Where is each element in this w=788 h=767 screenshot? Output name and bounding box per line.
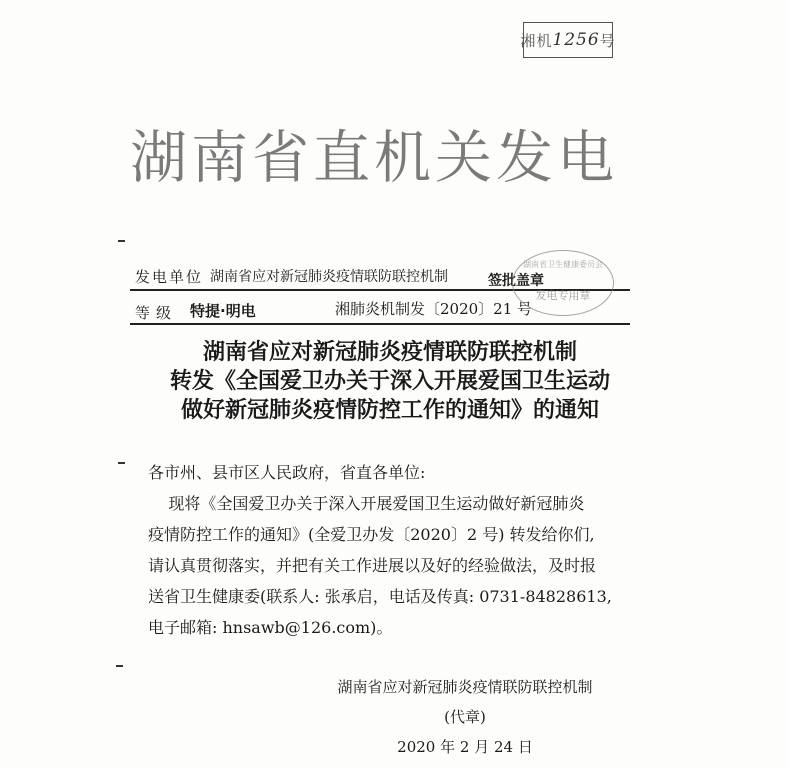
salutation: 各市州、县市区人民政府，省直各单位:: [148, 463, 426, 482]
seal-center-text: 发电专用章: [535, 289, 591, 302]
header-rule-bottom: [130, 323, 630, 325]
body-line: 送省卫生健康委(联系人: 张承启，电话及传真: 0731-84828613,: [148, 587, 612, 606]
official-seal: [512, 250, 614, 316]
document-body: [148, 457, 648, 643]
signoff-label: 签批盖章: [488, 273, 544, 289]
body-line: 请认真贯彻落实，并把有关工作进展以及好的经验做法，及时报: [148, 556, 597, 575]
grade-label: 等级: [135, 304, 178, 322]
body-line: 电子邮箱: hnsawb@126.com)。: [148, 618, 393, 637]
stamp-suffix: 号: [599, 31, 616, 50]
banner-title: 湖南省直机关发电: [130, 125, 618, 191]
seal-arc-text: 湖南省卫生健康委员会: [523, 260, 603, 269]
body-line: 疫情防控工作的通知》(全爱卫办发〔2020〕2 号) 转发给你们,: [148, 525, 595, 544]
doc-number-stamp: [520, 22, 616, 58]
document-title: [130, 338, 650, 425]
signature-org: 湖南省应对新冠肺炎疫情联防联控机制: [337, 678, 593, 696]
stamp-prefix: 湘机: [520, 31, 553, 50]
signature-block: [300, 672, 630, 762]
sender-label: 发电单位: [135, 268, 204, 286]
stamp-handwritten-number: 1256: [552, 30, 600, 50]
signature-note: (代章): [444, 708, 486, 726]
signature-date: 2020 年 2 月 24 日: [397, 738, 533, 756]
margin-mark: [116, 665, 123, 667]
document-reference: 湘肺炎机制发〔2020〕21 号: [335, 300, 533, 318]
margin-mark: [118, 462, 125, 464]
body-line: 现将《全国爱卫办关于深入开展爱国卫生运动做好新冠肺炎: [148, 494, 585, 513]
title-line-3: 做好新冠肺炎疫情防控工作的通知》的通知: [180, 397, 599, 423]
grade-value: 特提·明电: [190, 302, 256, 320]
title-line-1: 湖南省应对新冠肺炎疫情联防联控机制: [202, 339, 577, 365]
sender-value: 湖南省应对新冠肺炎疫情联防联控机制: [210, 269, 448, 285]
title-line-2: 转发《全国爱卫办关于深入开展爱国卫生运动: [169, 368, 610, 394]
margin-mark: [118, 240, 125, 242]
